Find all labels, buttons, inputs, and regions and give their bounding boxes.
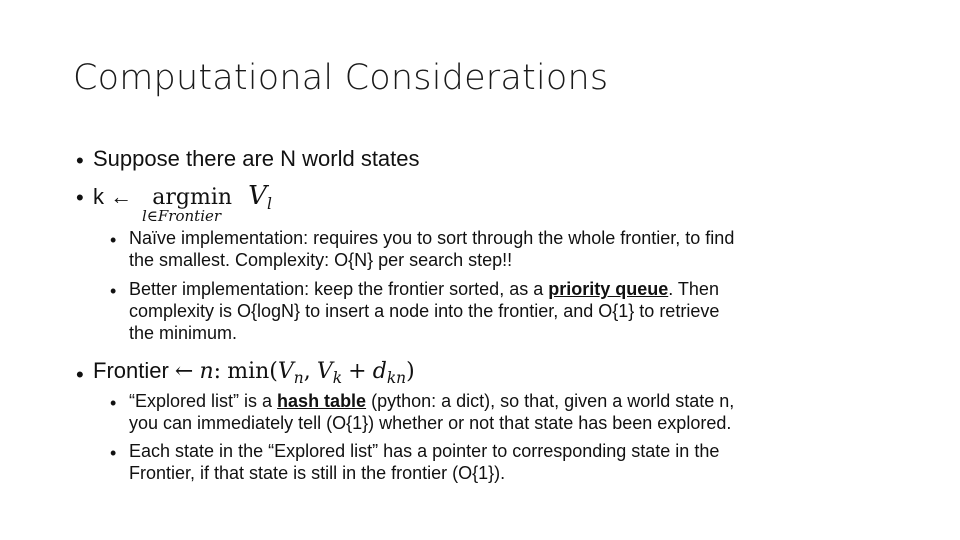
formula-v: V: [248, 181, 267, 211]
sub-bullet-icon: •: [110, 230, 117, 250]
formula-vn-sub: n: [293, 369, 304, 388]
explored-text-b: (python: a dict), so that, given a world state n,: [366, 391, 735, 411]
formula-open-paren: (: [269, 359, 278, 384]
bullet-icon: •: [76, 185, 84, 210]
formula-vk: V: [316, 359, 333, 384]
slide-title: Computational Considerations: [73, 58, 609, 98]
bullet-world-states: Suppose there are N world states: [93, 146, 420, 171]
formula-vk-sub: k: [332, 369, 343, 388]
formula-close-paren: ): [406, 359, 415, 384]
left-arrow-icon: ←: [174, 359, 194, 384]
argmin-operator: argmin: [152, 185, 233, 210]
formula-colon: :: [213, 359, 222, 384]
frontier-word: Frontier: [93, 358, 169, 383]
explored-text-a: “Explored list” is a: [129, 391, 278, 411]
naive-line-1: Naïve implementation: requires you to sort through the whole frontier, to find: [129, 228, 735, 248]
formula-k: k: [93, 184, 104, 209]
pointer-line-1: Each state in the “Explored list” has a pointer to corresponding state in the: [129, 441, 720, 461]
formula-d: d: [372, 359, 387, 384]
bullet-icon: •: [76, 362, 84, 387]
formula-vn: V: [277, 359, 294, 384]
formula-v-sub: l: [266, 195, 272, 214]
bullet-argmin-formula: [93, 181, 272, 214]
explored-line-1: [129, 392, 734, 410]
better-text-a: Better implementation: keep the frontier sorted, as a: [129, 279, 549, 299]
argmin-subscript: l∈Frontier: [142, 207, 222, 225]
explored-line-2: you can immediately tell (O{1}) whether or not that state has been explored.: [129, 413, 732, 433]
formula-d-sub: kn: [386, 369, 407, 388]
hash-table-term: hash table: [277, 391, 367, 411]
formula-plus: +: [348, 359, 367, 384]
left-arrow-icon: ←: [110, 184, 133, 209]
sub-bullet-icon: •: [110, 281, 117, 301]
better-text-b: . Then: [668, 279, 719, 299]
naive-line-2: the smallest. Complexity: O{N} per search step!!: [129, 250, 513, 270]
formula-comma: ,: [303, 359, 311, 384]
better-line-3: the minimum.: [129, 323, 238, 343]
pointer-line-2: Frontier, if that state is still in the frontier (O{1}).: [129, 463, 506, 483]
sub-bullet-icon: •: [110, 393, 117, 413]
better-line-1: [129, 280, 719, 298]
priority-queue-term: priority queue: [548, 279, 669, 299]
formula-n: n: [199, 359, 214, 384]
bullet-icon: •: [76, 148, 84, 173]
bullet-frontier-formula: [93, 358, 415, 388]
sub-bullet-icon: •: [110, 443, 117, 463]
better-line-2: complexity is O{logN} to insert a node into the frontier, and O{1} to retrieve: [129, 301, 720, 321]
min-operator: min: [227, 359, 270, 384]
